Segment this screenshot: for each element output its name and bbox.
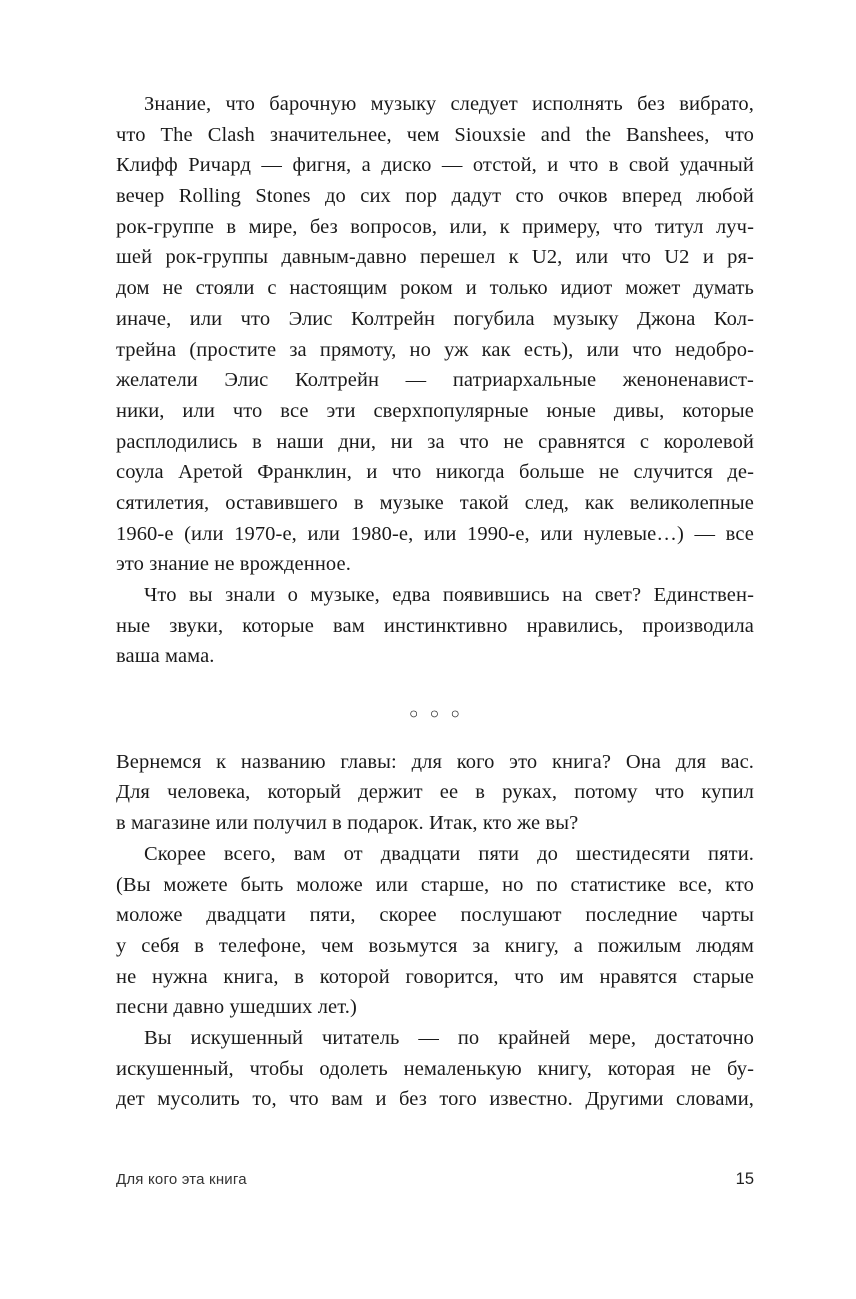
text-line: рок-группе в мире, без вопросов, или, к примеру, что титул луч- (116, 215, 754, 238)
text-line: моложе двадцати пяти, скорее послушают последние чарты (116, 904, 754, 927)
paragraph (116, 1023, 754, 1115)
text-line: иначе, или что Элис Колтрейн погубила музыку Джона Кол- (116, 307, 754, 330)
text-line: ваша мама. (116, 645, 215, 668)
section-break-icon: ◦ ◦ ◦ (407, 704, 463, 727)
text-line: ные звуки, которые вам инстинктивно нравились, производила (116, 614, 754, 637)
body-text (116, 89, 754, 1115)
paragraph (116, 580, 754, 672)
paragraph (116, 839, 754, 1023)
text-line: не нужна книга, в которой говорится, что им нравятся старые (116, 965, 754, 988)
text-line: шей рок-группы давным-давно перешел к U2, или что U2 и ря- (116, 246, 754, 269)
text-line: Вы искушенный читатель — по крайней мере, достаточно (144, 1026, 754, 1049)
text-line: песни давно ушедших лет.) (116, 996, 357, 1019)
text-line: расплодились в наши дни, ни за что не сравнятся с королевой (116, 430, 754, 453)
text-line: у себя в телефоне, чем возьмутся за книгу, а пожилым людям (116, 934, 754, 957)
text-line: Клифф Ричард — фигня, а диско — отстой, и что в свой удачный (116, 154, 754, 177)
page-number: 15 (735, 1170, 754, 1188)
text-line: Для человека, который держит ее в руках, потому что купил (116, 781, 754, 804)
text-line: сятилетия, оставившего в музыке такой след, как великолепные (116, 491, 754, 514)
text-line: 1960-е (или 1970-е, или 1980-е, или 1990-е, или нулевые…) — все (116, 522, 754, 545)
text-line: ники, или что все эти сверхпопулярные юные дивы, которые (116, 399, 754, 422)
text-line: Скорее всего, вам от двадцати пяти до шестидесяти пяти. (144, 842, 754, 865)
text-line: в магазине или получил в подарок. Итак, кто же вы? (116, 812, 579, 835)
text-line: Знание, что барочную музыку следует исполнять без вибрато, (144, 93, 754, 115)
text-line: (Вы можете быть моложе или старше, но по статистике все, кто (116, 873, 754, 896)
paragraph (116, 89, 754, 580)
text-line: Вернемся к названию главы: для кого это книга? Она для вас. (116, 750, 754, 773)
text-line: соула Аретой Франклин, и что никогда больше не случится де- (116, 461, 754, 484)
text-line: искушенный, чтобы одолеть немаленькую книгу, которая не бу- (116, 1057, 754, 1080)
text-line: Что вы знали о музыке, едва появившись на свет? Единствен- (144, 584, 754, 606)
text-line: дет мусолить то, что вам и без того известно. Другими словами, (116, 1088, 754, 1111)
text-line: это знание не врожденное. (116, 553, 351, 576)
paragraph (116, 747, 754, 839)
text-line: трейна (простите за прямоту, но уж как есть), или что недобро- (116, 338, 754, 361)
text-line: желатели Элис Колтрейн — патриархальные женоненавист- (116, 369, 754, 392)
text-line: дом не стояли с настоящим роком и только идиот может думать (116, 277, 754, 300)
page-footer (116, 1170, 754, 1189)
text-line: вечер Rolling Stones до сих пор дадут сто очков вперед любой (116, 185, 754, 208)
text-line: что The Clash значительнее, чем Siouxsie and the Banshees, что (116, 123, 754, 146)
running-title: Для кого эта книга (116, 1171, 247, 1188)
